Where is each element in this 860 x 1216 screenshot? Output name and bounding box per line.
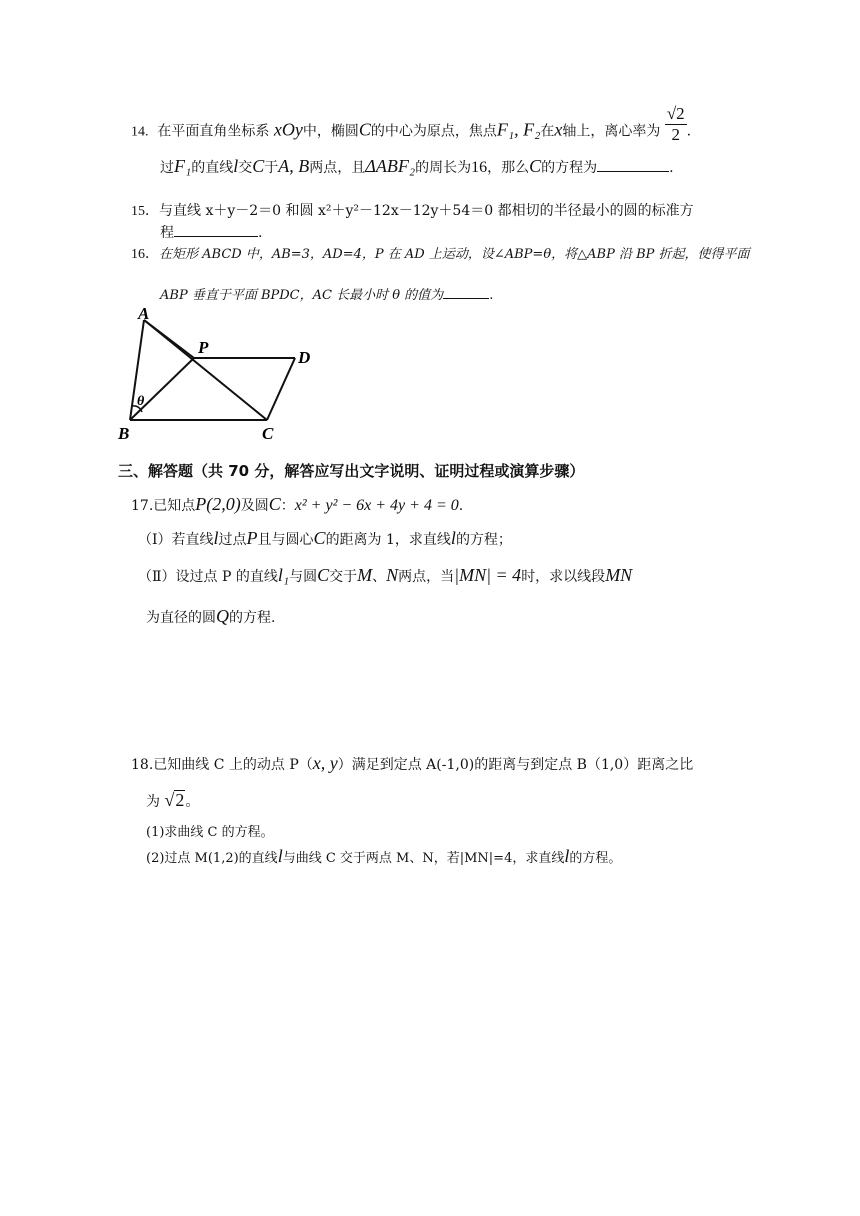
q16-number: 16． — [131, 247, 159, 262]
q17-part-2-cont — [146, 606, 275, 628]
q16-text: 在矩形 ABCD 中，AB=3，AD=4，P 在 AD 上运动，设∠ABP=θ，将△ABP 沿 BP 折起，使得平面 — [159, 247, 750, 262]
q17-text: （Ⅱ）设过点 P 的直线 — [138, 569, 278, 585]
q18-l: l — [277, 846, 283, 866]
q17-c: C — [313, 528, 326, 548]
q17-q: Q — [216, 606, 229, 626]
q17-l: l — [213, 528, 219, 548]
q14-c: C — [358, 119, 371, 140]
q14-text: ，那么 — [487, 160, 530, 176]
q17-circle-equation: x² + y² − 6x + 4y + 4 = 0 — [294, 497, 459, 514]
q14-text: 于 — [264, 160, 279, 176]
q14-c: C — [529, 156, 542, 176]
q17-text: 交于 — [329, 569, 358, 585]
q17-part-2 — [138, 565, 632, 587]
q16-text: ABP 垂直于平面 BPDC，AC 长最小时 θ 的值为 — [160, 288, 444, 303]
q17-p: P — [246, 528, 258, 548]
answer-blank[interactable] — [597, 157, 669, 172]
q17-period: . — [458, 498, 464, 514]
q18-part-1 — [146, 823, 274, 843]
q14-xoy: xOy — [273, 119, 303, 140]
q17-text: 时，求以线段 — [521, 569, 606, 585]
q18-line-2 — [146, 790, 199, 812]
q18-text: ）满足到定点 A(-1,0)的距离与到定点 B（1,0）距离之比 — [337, 757, 694, 773]
q15-line-2 — [160, 222, 262, 243]
q18-text: (1)求曲线 C 的方程。 — [146, 825, 274, 840]
q14-text: 交 — [238, 160, 253, 176]
q18-l: l — [564, 846, 570, 866]
fraction-numerator: √2 — [666, 104, 685, 123]
q17-text: （Ⅰ）若直线 — [138, 532, 214, 548]
vertex-label-b: B — [118, 424, 130, 443]
q17-text: 的距离为 1，求直线 — [325, 532, 451, 548]
section-heading: 三、解答题（共 70 分，解答应写出文字说明、证明过程或演算步骤） — [118, 462, 585, 480]
q16-period: . — [489, 288, 494, 303]
q14-text: 两点，且 — [309, 160, 366, 176]
q14-f1f2: F₁, F₂ — [496, 119, 541, 140]
q17-text: 过点 — [218, 532, 247, 548]
q14-text: 在平面直角坐标系 — [157, 123, 270, 140]
q18-text: 与曲线 C 交于两点 M、N，若|MN|=4，求直线 — [282, 851, 565, 866]
q17-part-1 — [138, 528, 512, 550]
q17-c: C — [317, 565, 330, 585]
q16-line-2 — [160, 284, 493, 306]
q15-text: 与直线 x＋y－2＝0 和圆 x²＋y²－12x－12y＋54＝0 都相切的半径最小的圆的标准方 — [159, 203, 694, 219]
q14-f1: F₁ — [174, 156, 192, 176]
q17-l: l — [450, 528, 456, 548]
fraction-denominator: 2 — [671, 125, 680, 144]
q17-line-1 — [131, 494, 463, 516]
q18-text: 为 — [146, 794, 160, 810]
answer-blank[interactable] — [443, 284, 489, 299]
q14-text: 的方程为 — [541, 160, 598, 176]
q17-text: 与圆 — [289, 569, 318, 585]
angle-label-theta: θ — [137, 394, 145, 409]
q17-text: 两点，当 — [398, 569, 455, 585]
q15-line-1 — [131, 201, 694, 222]
q17-l1: l₁ — [277, 565, 290, 585]
q14-triangle: ΔABF₂ — [365, 156, 416, 176]
q18-xy: x, y — [312, 753, 338, 773]
q18-text: 18.已知曲线 C 上的动点 P（ — [131, 757, 313, 773]
q17-m: M — [357, 565, 373, 585]
q14-ab: A, B — [278, 156, 310, 176]
q14-line-1 — [131, 104, 692, 145]
q14-c: C — [252, 156, 265, 176]
q14-text: 中，椭圆 — [302, 123, 359, 140]
q14-period: . — [669, 160, 674, 176]
answer-blank[interactable] — [174, 222, 258, 237]
q15-number: 15． — [131, 204, 159, 219]
q17-text: 及圆 — [240, 498, 269, 514]
sqrt-symbol: √2 — [164, 790, 185, 810]
q14-eccentricity-fraction — [665, 104, 687, 145]
q17-c: C — [268, 494, 281, 514]
q14-text: 过 — [160, 160, 174, 176]
q17-text: 且与圆心 — [257, 532, 314, 548]
vertex-label-c: C — [262, 424, 274, 443]
edge-ac — [144, 320, 267, 420]
q18-text: (2)过点 M(1,2)的直线 — [146, 851, 278, 866]
q14-text: 的周长为 — [415, 160, 472, 176]
q14-x: x — [554, 119, 563, 140]
q14-number: 14. — [131, 124, 149, 140]
q18-text: 的方程。 — [569, 851, 622, 866]
q17-text: ： — [280, 498, 295, 514]
q18-part-2 — [146, 846, 621, 869]
q18-line-1 — [131, 753, 693, 775]
vertex-label-p: P — [198, 338, 209, 357]
edge-dc — [267, 358, 295, 420]
q14-text: 的直线 — [191, 160, 234, 176]
q17-text: 的方程. — [229, 610, 276, 626]
q14-l: l — [233, 156, 239, 176]
vertex-label-d: D — [298, 348, 311, 367]
q18-text: 。 — [185, 794, 200, 810]
q16-line-1 — [131, 245, 750, 265]
q14-text: 在 — [540, 123, 555, 140]
q15-period: . — [258, 225, 263, 241]
q14-line-2 — [160, 156, 674, 178]
q17-mn-length: |MN| = 4 — [454, 565, 522, 585]
sqrt-radicand: 2 — [175, 790, 185, 810]
q17-mn: MN — [605, 565, 633, 585]
q17-point: P(2,0) — [195, 494, 241, 514]
edge-bp — [130, 358, 194, 420]
q17-n: N — [386, 565, 399, 585]
q14-text: 的中心为原点，焦点 — [370, 123, 497, 140]
q14-perimeter: 16 — [471, 159, 488, 176]
q14-text: 轴上，离心率为 — [562, 123, 661, 140]
q17-text: 的方程； — [455, 532, 512, 548]
q15-text: 程 — [160, 225, 174, 241]
rectangle-fold-figure — [112, 305, 332, 445]
q17-text: 为直径的圆 — [146, 610, 216, 626]
vertex-label-a: A — [138, 305, 150, 323]
q14-period: . — [686, 123, 692, 140]
q17-text: 、 — [372, 569, 387, 585]
q17-text: 17.已知点 — [131, 498, 196, 514]
